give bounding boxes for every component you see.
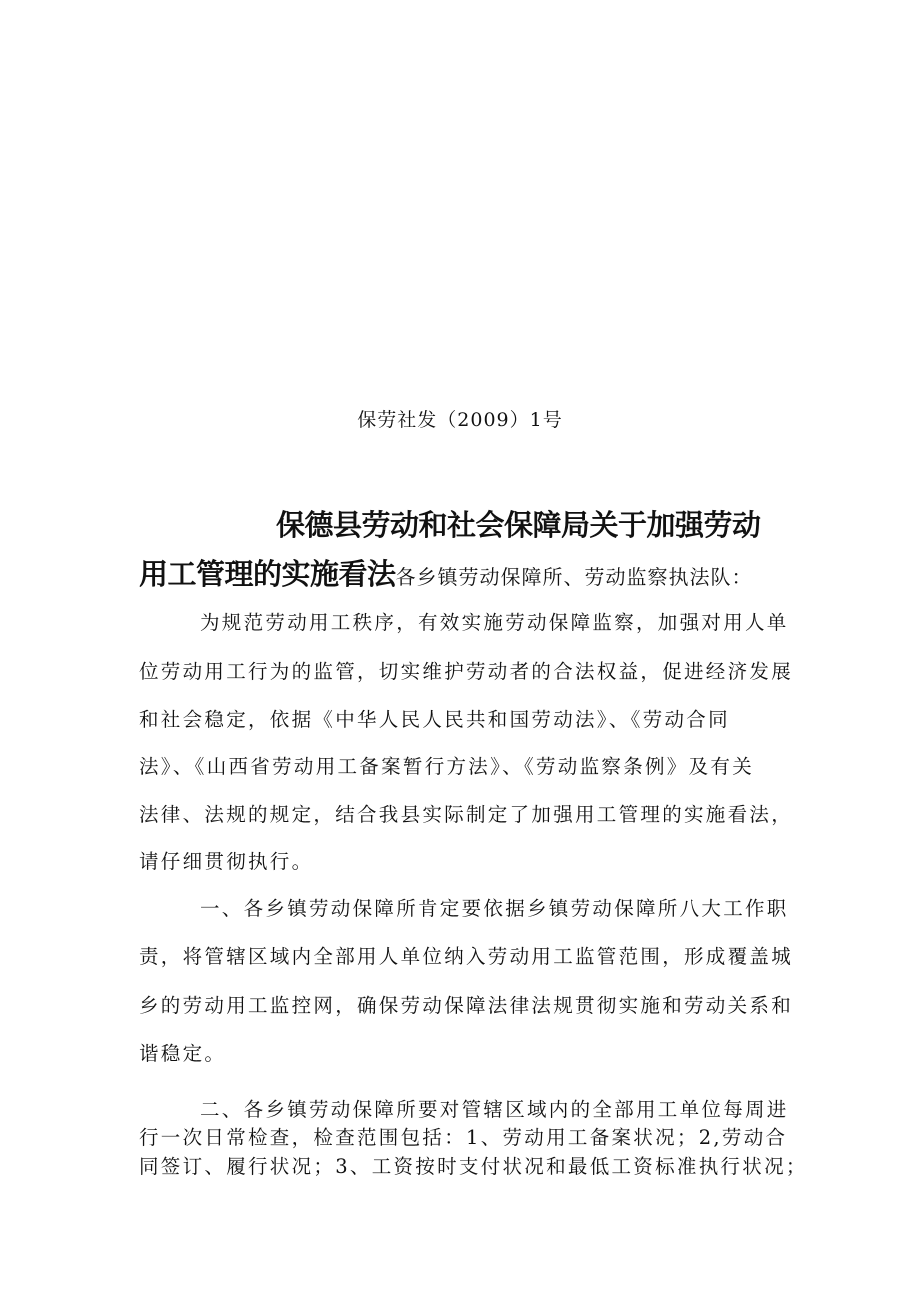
section-2-line: 行一次日常检查，检查范围包括：1、劳动用工备案状况；2,劳动合 xyxy=(139,1126,788,1149)
intro-line: 法律、法规的规定，结合我县实际制定了加强用工管理的实施看法， xyxy=(139,803,794,826)
document-title-line-2 xyxy=(139,552,753,593)
document-number: 保劳社发（2009）1号 xyxy=(357,409,563,431)
section-1-line: 责，将管辖区域内全部用人单位纳入劳动用工监管范围，形成覆盖城 xyxy=(139,945,794,968)
intro-line: 为规范劳动用工秩序，有效实施劳动保障监察，加强对用人单 xyxy=(200,611,789,634)
section-1-line: 一、各乡镇劳动保障所肯定要依据乡镇劳动保障所八大工作职 xyxy=(200,897,789,920)
section-1-line: 谐稳定。 xyxy=(139,1042,227,1065)
intro-line: 法》、《山西省劳动用工备案暂行方法》、《劳动监察条例》及有关 xyxy=(139,755,755,778)
document-title-line-2-text: 用工管理的实施看法 xyxy=(139,557,396,591)
section-2-line: 二、各乡镇劳动保障所要对管辖区域内的全部用工单位每周进 xyxy=(200,1098,789,1121)
addressee: 各乡镇劳动保障所、劳动监察执法队： xyxy=(395,565,753,589)
document-title-line-1: 保德县劳动和社会保障局关于加强劳动 xyxy=(276,508,761,542)
intro-line: 位劳动用工行为的监管，切实维护劳动者的合法权益，促进经济发展 xyxy=(139,660,794,683)
section-1-line: 乡的劳动用工监控网，确保劳动保障法律法规贯彻实施和劳动关系和 xyxy=(139,994,794,1017)
intro-line: 请仔细贯彻执行。 xyxy=(139,850,314,873)
section-2-line: 同签订、履行状况；3、工资按时支付状况和最低工资标准执行状况； xyxy=(139,1155,808,1178)
intro-line: 和社会稳定，依据《中华人民人民共和国劳动法》、《劳动合同 xyxy=(139,708,730,731)
